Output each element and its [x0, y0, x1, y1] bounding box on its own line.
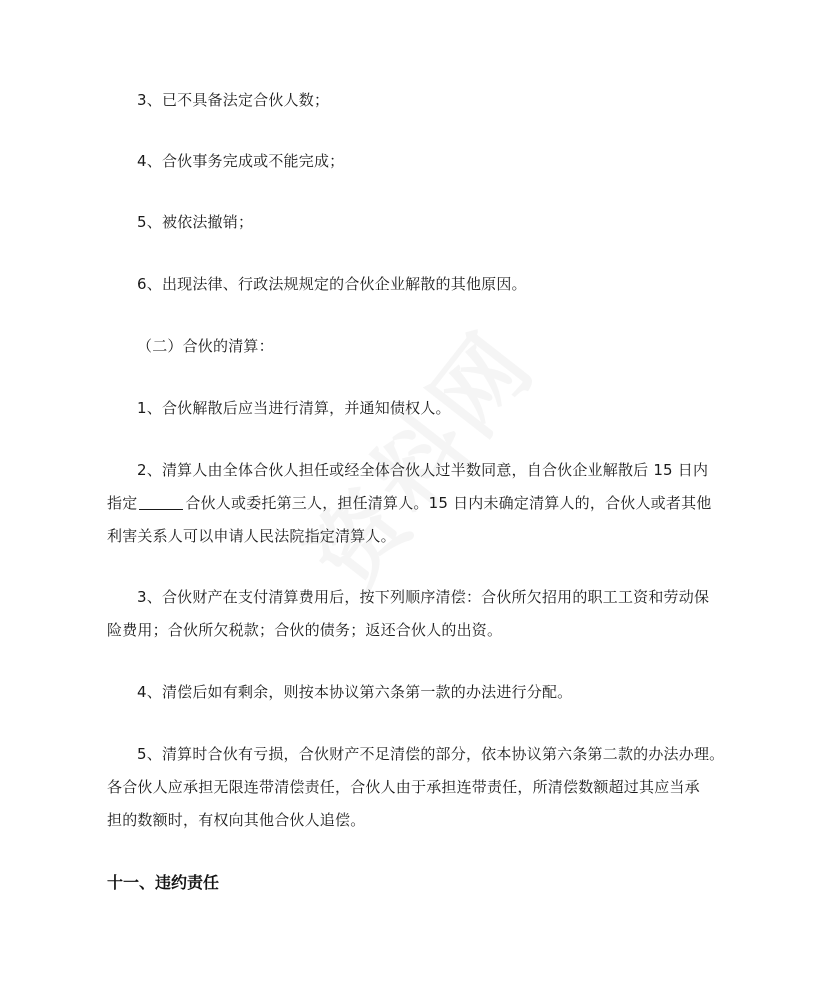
paragraph-line-2: 险费用；合伙所欠税款；合伙的债务；返还合伙人的出资。: [107, 621, 503, 639]
paragraph-liquidation-2: [107, 454, 727, 553]
list-item-dissolution-4: [107, 145, 727, 178]
section-title-text: （二）合伙的清算：: [137, 337, 274, 355]
fill-in-blank: [139, 495, 183, 510]
paragraph-line-2-before: 指定: [107, 494, 138, 512]
paragraph-line-1: 3、合伙财产在支付清算费用后，按下列顺序清偿：合伙所欠招用的职工工资和劳动保: [137, 588, 710, 606]
list-item-text: 3、已不具备法定合伙人数；: [137, 91, 330, 109]
list-item-text: 6、出现法律、行政法规规定的合伙企业解散的其他原因。: [137, 275, 527, 293]
list-item-dissolution-6: [107, 268, 727, 301]
list-item-dissolution-5: [107, 206, 727, 239]
list-item-text: 1、合伙解散后应当进行清算，并通知债权人。: [137, 399, 451, 417]
paragraph-line-2: [107, 487, 727, 520]
list-item-text: 5、被依法撤销；: [137, 213, 254, 231]
list-item-text: 4、清偿后如有剩余，则按本协议第六条第一款的办法进行分配。: [137, 683, 573, 701]
section-heading-breach-liability: 十一、违约责任: [107, 873, 220, 892]
paragraph-line-1: 2、清算人由全体合伙人担任或经全体合伙人过半数同意，自合伙企业解散后 15 日内: [137, 461, 709, 479]
list-item-liquidation-4: [107, 676, 727, 709]
paragraph-liquidation-5: [107, 738, 727, 837]
paragraph-line-1: 5、清算时合伙有亏损，合伙财产不足清偿的部分，依本协议第六条第二款的办法办理。: [137, 745, 725, 763]
paragraph-line-2-after: 合伙人或委托第三人，担任清算人。15 日内未确定清算人的，合伙人或者其他: [185, 494, 712, 512]
paragraph-line-3: 利害关系人可以申请人民法院指定清算人。: [107, 527, 396, 545]
section-title-liquidation: [107, 330, 727, 363]
list-item-dissolution-3: [107, 84, 727, 117]
list-item-liquidation-1: [107, 392, 727, 425]
paragraph-line-3: 担的数额时，有权向其他合伙人追偿。: [107, 811, 366, 829]
paragraph-liquidation-3: [107, 581, 727, 647]
list-item-text: 4、合伙事务完成或不能完成；: [137, 152, 345, 170]
paragraph-line-2: 各合伙人应承担无限连带清偿责任，合伙人由于承担连带责任，所清偿数额超过其应当承: [107, 778, 700, 796]
